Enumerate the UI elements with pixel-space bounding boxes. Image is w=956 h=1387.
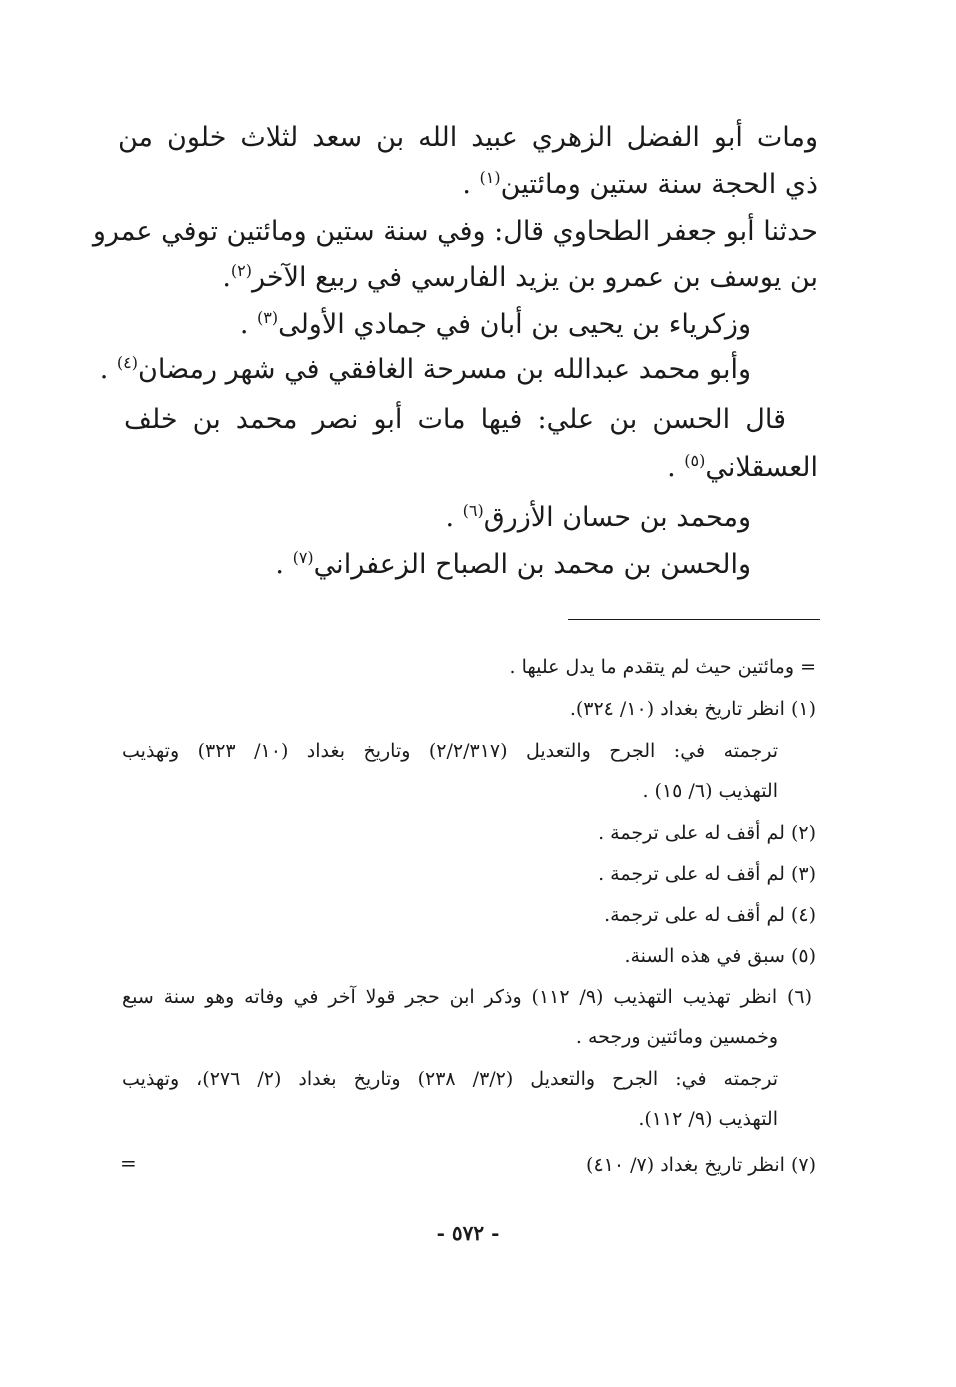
footnote-ref-4[interactable]: (٤) bbox=[116, 353, 139, 372]
footnote-ref-5[interactable]: (٥) bbox=[684, 451, 706, 470]
footnote-ref-7[interactable]: (٧) bbox=[292, 548, 314, 567]
body-line-8: العسقلاني$^{(٥)}$ . bbox=[667, 451, 818, 483]
footnote-3: (٣) لم أقف له على ترجمة . bbox=[598, 863, 816, 885]
continuation-marker: = bbox=[120, 1151, 137, 1175]
footnote-ref-6[interactable]: (٦) bbox=[462, 501, 484, 520]
footnote-7: (٧) انظر تاريخ بغداد (٧/ ٤١٠) bbox=[586, 1154, 816, 1176]
footnote-1-translation: ترجمته في: الجرح والتعديل (٢/٢/٣١٧) وتاريخ بغداد (١٠/ ٣٢٣) وتهذيب bbox=[122, 740, 778, 762]
footnote-5: (٥) سبق في هذه السنة. bbox=[624, 945, 816, 967]
footnote-continuation: = ومائتين حيث لم يتقدم ما يدل عليها . bbox=[509, 656, 816, 678]
footnote-2: (٢) لم أقف له على ترجمة . bbox=[598, 822, 816, 844]
body-line-1: ومات أبو الفضل الزهري عبيد الله بن سعد لثلاث خلون من bbox=[118, 122, 818, 153]
body-line-7: قال الحسن بن علي: فيها مات أبو نصر محمد بن خلف bbox=[124, 404, 786, 435]
body-line-6: وأبو محمد عبدالله بن مسرحة الغافقي في شهر رمضان$^{(٤)}$ . bbox=[99, 353, 751, 385]
footnote-1: (١) انظر تاريخ بغداد (١٠/ ٣٢٤). bbox=[569, 698, 816, 720]
footnote-6-cont: وخمسين ومائتين ورجحه . bbox=[575, 1026, 778, 1048]
body-line-4: بن يوسف بن عمرو بن يزيد الفارسي في ربيع الآخر$^{(٢)}$. bbox=[222, 261, 818, 293]
footnote-6-translation: ترجمته في: الجرح والتعديل (٣/٢/ ٢٣٨) وتاريخ بغداد (٢/ ٢٧٦)، وتهذيب bbox=[122, 1068, 778, 1090]
footnote-6: (٦) انظر تهذيب التهذيب (٩/ ١١٢) وذكر ابن حجر قولا آخر في وفاته وهو سنة سبع bbox=[122, 986, 813, 1008]
body-line-10: والحسن بن محمد بن الصباح الزعفراني$^{(٧)}$ . bbox=[275, 548, 751, 580]
footnote-separator bbox=[568, 619, 820, 620]
footnote-ref-3[interactable]: (٣) bbox=[256, 308, 279, 327]
body-line-3: حدثنا أبو جعفر الطحاوي قال: وفي سنة ستين ومائتين توفي عمرو bbox=[92, 216, 818, 247]
body-line-9: ومحمد بن حسان الأزرق$^{(٦)}$ . bbox=[445, 501, 751, 533]
body-line-2: ذي الحجة سنة ستين ومائتين$^{(١)}$ . bbox=[462, 168, 818, 200]
body-line-5: وزكرياء بن يحيى بن أبان في جمادي الأولى$^{(٣)}$ . bbox=[239, 308, 751, 340]
footnote-4: (٤) لم أقف له على ترجمة. bbox=[604, 904, 816, 926]
footnote-1-translation-cont: التهذيب (٦/ ١٥) . bbox=[642, 780, 778, 802]
footnote-ref-1[interactable]: (١) bbox=[479, 168, 501, 187]
footnote-ref-2[interactable]: (٢) bbox=[230, 261, 252, 280]
footnote-6-translation-cont: التهذيب (٩/ ١١٢). bbox=[638, 1108, 778, 1130]
page-number: - ٥٧٢ - bbox=[436, 1221, 500, 1245]
